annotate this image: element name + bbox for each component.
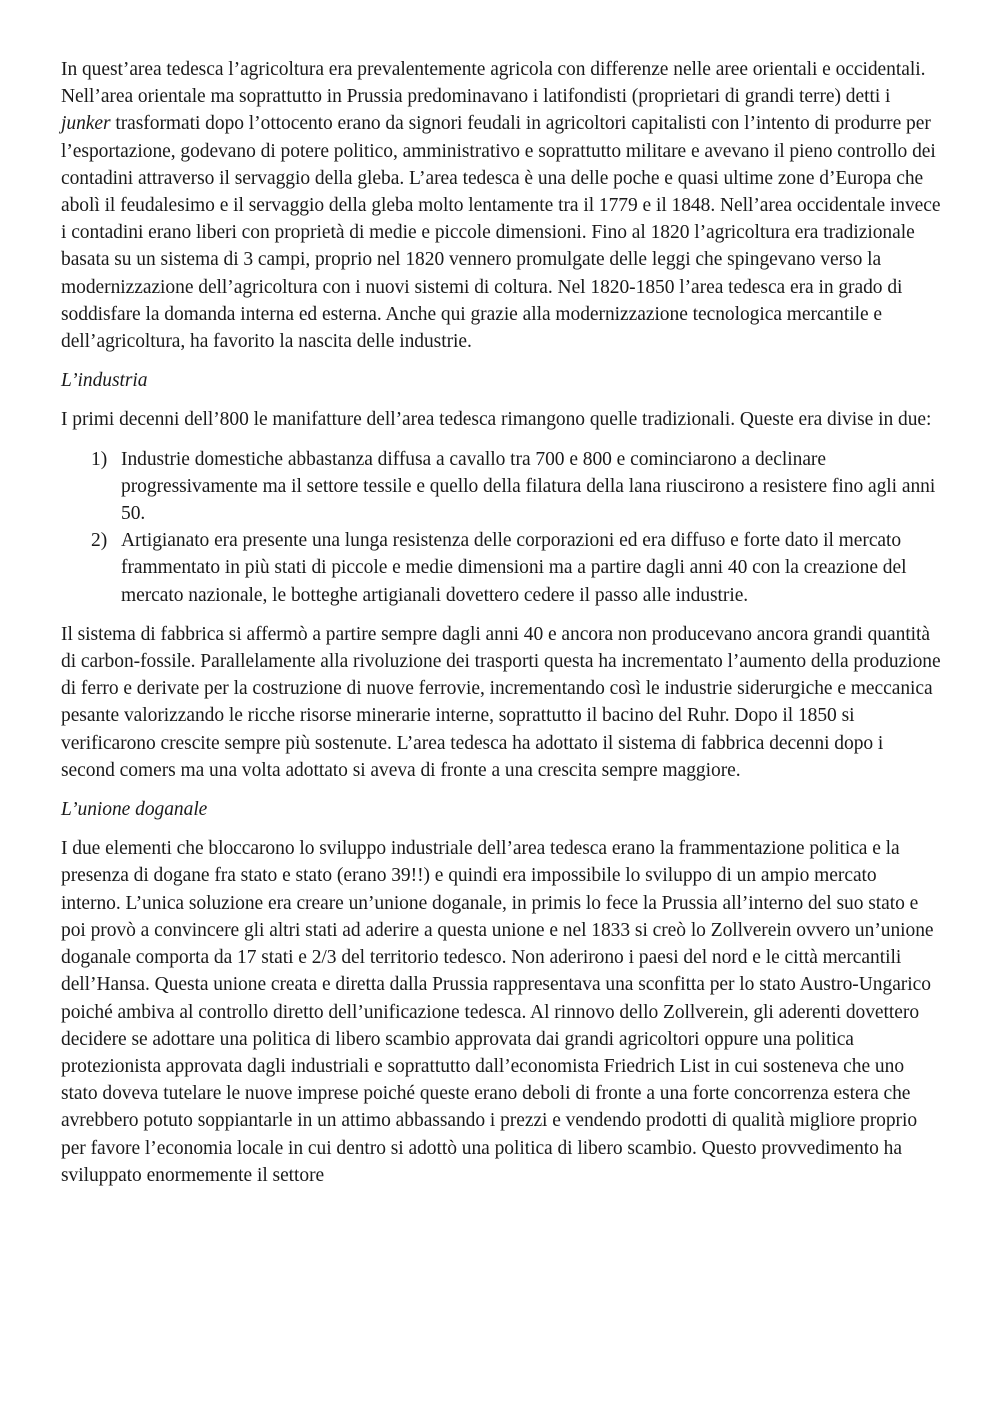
list-item-number: 2) <box>91 530 108 552</box>
paragraph-manifatture: I primi decenni dell’800 le manifatture dell’area tedesca rimangono quelle tradizionali. Queste era divise in due: <box>61 409 932 431</box>
list-item-text: Industrie domestiche abbastanza diffusa a cavallo tra 700 e 800 e cominciarono a declinare progressivamente ma il settore tessile e quello della filatura della lana riuscirono a resistere fino agli anni 50. <box>121 448 936 525</box>
list-item-number: 1) <box>91 448 108 470</box>
paragraph-agricoltura-text-start: In quest’area tedesca l’agricoltura era prevalentemente agricola con differenze nelle aree orientali e occidentali. Nell’area orientale ma soprattutto in Prussia predominavano i latifondisti (proprietari di grandi terre) detti i <box>61 59 926 108</box>
section-heading-industria: L’industria <box>61 370 148 392</box>
junker-term: junker <box>61 113 111 135</box>
list-item-text: Artigianato era presente una lunga resistenza delle corporazioni ed era diffuso e forte dato il mercato frammentato in più stati di piccole e medie dimensioni ma a partire dagli anni 40 con la creazione del mercato nazionale, le botteghe artigianali dovettero cedere il passo alle industrie. <box>121 530 907 606</box>
list-item <box>61 527 941 609</box>
section-heading-unione-doganale: L’unione doganale <box>61 799 208 821</box>
paragraph-unione-doganale: I due elementi che bloccarono lo sviluppo industriale dell’area tedesca erano la frammentazione politica e la presenza di dogane fra stato e stato (erano 39!!) e quindi era impossibile lo sviluppo di un ampio mercato interno. L’unica soluzione era creare un’unione doganale, in primis lo fece la Prussia all’interno del suo stato e poi provò a convincere gli altri stati ad aderire a questa unione e nel 1833 si creò lo Zollverein ovvero un’unione doganale comporta da 17 stati e 2/3 del territorio tedesco. Non aderirono i paesi del nord e le città mercantili dell’Hansa. Questa unione creata e diretta dalla Prussia rappresentava una sconfitta per lo stato Austro-Ungarico poiché ambiva al controllo diretto dell’unificazione tedesca. Al rinnovo dello Zollverein, gli aderenti dovettero decidere se adottare una politica di libero scambio approvata dai grandi agricoltori oppure una politica protezionista approvata dagli industriali e soprattutto dall’economista Friedrich List in cui sosteneva che uno stato doveva tutelare le nuove imprese poiché queste erano deboli di fronte a una forte concorrenza estera che avrebbero potuto soppiantarle in un attimo abbassando i prezzi e vendendo prodotti di qualità migliore proprio per favore l’economia locale in cui dentro si adottò una politica di libero scambio. Questo provvedimento ha sviluppato enormemente il settore <box>61 838 934 1186</box>
paragraph-agricoltura-text-end: trasformati dopo l’ottocento erano da signori feudali in agricoltori capitalisti con l’intento di produrre per l’esportazione, godevano di potere politico, amministrativo e soprattutto militare e avevano il pieno controllo dei contadini attraverso il servaggio della gleba. L’area tedesca è una delle poche e quasi ultime zone d’Europa che abolì il feudalesimo e il servaggio della gleba molto lentamente tra il 1779 e il 1848. Nell’area occidentale invece i contadini erano liberi con proprietà di medie e piccole dimensioni. Fino al 1820 l’agricoltura era tradizionale basata su un sistema di 3 campi, proprio nel 1820 vennero promulgate delle leggi che spingevano verso la modernizzazione dell’agricoltura con i nuovi sistemi di coltura. Nel 1820-1850 l’area tedesca era in grado di soddisfare la domanda interna ed esterna. Anche qui grazie alla modernizzazione tecnologica mercantile e dell’agricoltura, ha favorito la nascita delle industrie. <box>61 113 941 353</box>
paragraph-sistema-fabbrica: Il sistema di fabbrica si affermò a partire sempre dagli anni 40 e ancora non producevano ancora grandi quantità di carbon-fossile. Parallelamente alla rivoluzione dei trasporti questa ha incrementato l’aumento della produzione di ferro e derivate per la costruzione di nuove ferrovie, incrementando così le industrie siderurgiche e meccanica pesante valorizzando le ricche risorse minerarie interne, soprattutto il bacino del Ruhr. Dopo il 1850 si verificarono crescite sempre più sostenute. L’area tedesca ha adottato il sistema di fabbrica decenni dopo i second comers ma una volta adottato si aveva di fronte a una crescita sempre maggiore. <box>61 623 941 781</box>
document-page <box>61 56 941 1201</box>
numbered-list <box>61 446 941 609</box>
list-item <box>61 446 941 528</box>
paragraph-agricoltura <box>61 56 941 355</box>
